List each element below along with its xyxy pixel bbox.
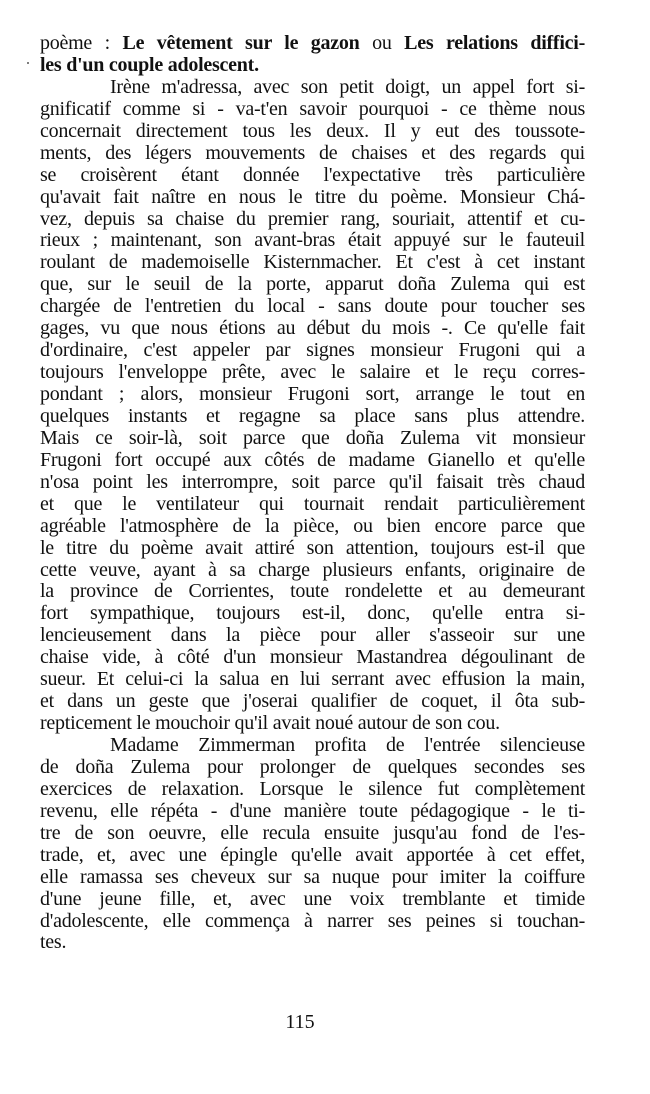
text-run: Frugoni fort occupé aux côtés de madame Gianello et qu'elle bbox=[40, 448, 585, 471]
text-line bbox=[40, 296, 585, 318]
bold-title-text: Le vêtement sur le gazon bbox=[122, 32, 360, 54]
text-run: roulant de mademoiselle Kisternmacher. Et c'est à cet instant bbox=[40, 251, 585, 274]
text-run: fort sympathique, toujours est-il, donc, qu'elle entra si- bbox=[40, 602, 585, 625]
text-line bbox=[40, 801, 585, 823]
text-line bbox=[40, 823, 585, 845]
text-line bbox=[40, 143, 585, 165]
text-run: ments, des légers mouvements de chaises et des regards qui bbox=[40, 141, 585, 164]
text-run: de doña Zulema pour prolonger de quelques secondes ses bbox=[40, 755, 585, 778]
text-run: gnificatif comme si - va-t'en savoir pourquoi - ce thème nous bbox=[40, 97, 585, 120]
page-number: 115 bbox=[285, 1011, 315, 1033]
text-line bbox=[40, 55, 585, 77]
text-line bbox=[40, 362, 585, 384]
text-run: et que le ventilateur qui tournait rendait particulièrement bbox=[40, 492, 585, 515]
text-line bbox=[40, 581, 585, 603]
text-run: d'adolescente, elle commença à narrer ses peines si touchan- bbox=[40, 909, 585, 932]
text-run: vez, depuis sa chaise du premier rang, souriait, attentif et cu- bbox=[40, 207, 585, 230]
text-run: le titre du poème avait attiré son attention, toujours est-il que bbox=[40, 536, 585, 559]
text-run: concernait directement tous les deux. Il y eut des toussote- bbox=[40, 119, 585, 142]
text-line bbox=[40, 669, 585, 691]
text-line bbox=[40, 318, 585, 340]
text-run: la province de Corrientes, toute rondelette et au demeurant bbox=[40, 580, 585, 603]
text-line bbox=[40, 538, 585, 560]
text-run: trade, et, avec une épingle qu'elle avait apportée à cet effet, bbox=[40, 843, 585, 866]
text-line bbox=[40, 691, 585, 713]
text-run: n'osa point les interrompre, soit parce qu'il faisait très chaud bbox=[40, 470, 585, 493]
text-run: d'une jeune fille, et, avec une voix tremblante et timide bbox=[40, 887, 585, 910]
bold-title-text: Les relations diffici- bbox=[404, 32, 585, 54]
text-line bbox=[40, 932, 585, 954]
text-run: poème : bbox=[40, 32, 123, 54]
text-run: sueur. Et celui-ci la salua en lui serrant avec effusion la main, bbox=[40, 668, 585, 691]
text-line bbox=[40, 560, 585, 582]
text-line bbox=[40, 340, 585, 362]
text-run: Mais ce soir-là, soit parce que doña Zulema vit monsieur bbox=[40, 426, 585, 449]
text-line bbox=[40, 647, 585, 669]
text-line bbox=[40, 406, 585, 428]
text-line bbox=[40, 77, 585, 99]
text-run: chargée de l'entretien du local - sans doute pour toucher ses bbox=[40, 295, 585, 318]
text-run: exercices de relaxation. Lorsque le silence fut complètement bbox=[40, 777, 585, 800]
text-run: repticement le mouchoir qu'il avait noué autour de son cou. bbox=[40, 712, 500, 735]
text-line bbox=[40, 99, 585, 121]
text-run: que, sur le seuil de la porte, apparut doña Zulema qui est bbox=[40, 273, 585, 296]
text-line bbox=[40, 494, 585, 516]
text-run: se croisèrent étant donnée l'expectative très particulière bbox=[40, 163, 585, 186]
text-run: lencieusement dans la pièce pour aller s'asseoir sur une bbox=[40, 624, 585, 647]
text-line bbox=[40, 472, 585, 494]
text-run: Irène m'adressa, avec son petit doigt, un appel fort si- bbox=[110, 75, 585, 98]
text-line bbox=[40, 274, 585, 296]
text-run: tes. bbox=[40, 931, 67, 954]
text-line bbox=[40, 735, 585, 757]
text-run: Madame Zimmerman profita de l'entrée silencieuse bbox=[110, 734, 585, 756]
text-line bbox=[40, 428, 585, 450]
text-line bbox=[40, 867, 585, 889]
text-line bbox=[40, 230, 585, 252]
text-run: rieux ; maintenant, son avant-bras était appuyé sur le fauteuil bbox=[40, 229, 585, 252]
text-line bbox=[40, 713, 585, 735]
text-line bbox=[40, 252, 585, 274]
text-run: gages, vu que nous étions au début du mois -. Ce qu'elle fait bbox=[40, 317, 585, 340]
text-run: et dans un geste que j'oserai qualifier de coquet, il ôta sub- bbox=[40, 690, 585, 713]
text-run: ou bbox=[359, 32, 405, 54]
text-run: tre de son oeuvre, elle recula ensuite jusqu'au fond de l'es- bbox=[40, 821, 585, 844]
text-line bbox=[40, 889, 585, 911]
text-line bbox=[40, 187, 585, 209]
bold-title-text: les d'un couple adolescent. bbox=[40, 53, 259, 76]
text-line bbox=[40, 625, 585, 647]
text-run: quelques instants et regagne sa place sans plus attendre. bbox=[40, 404, 585, 427]
text-run: revenu, elle répéta - d'une manière toute pédagogique - le ti- bbox=[40, 799, 585, 822]
scan-speck bbox=[27, 62, 29, 64]
text-run: pondant ; alors, monsieur Frugoni sort, arrange le tout en bbox=[40, 383, 585, 405]
text-line bbox=[40, 779, 585, 801]
text-run: toujours l'enveloppe prête, avec le salaire et le reçu corres- bbox=[40, 361, 585, 384]
text-line bbox=[40, 121, 585, 143]
text-line bbox=[40, 516, 585, 538]
text-run: chaise vide, à côté d'un monsieur Mastandrea dégoulinant de bbox=[40, 646, 585, 669]
body-text bbox=[40, 33, 585, 954]
text-line bbox=[40, 603, 585, 625]
text-line bbox=[40, 165, 585, 187]
text-run: cette veuve, ayant à sa charge plusieurs enfants, originaire de bbox=[40, 558, 585, 581]
text-line bbox=[40, 450, 585, 472]
text-line bbox=[40, 845, 585, 867]
text-line bbox=[40, 911, 585, 933]
text-line bbox=[40, 384, 585, 406]
text-run: agréable l'atmosphère de la pièce, ou bien encore parce que bbox=[40, 514, 585, 537]
text-line bbox=[40, 33, 585, 55]
text-run: d'ordinaire, c'est appeler par signes monsieur Frugoni qui a bbox=[40, 339, 585, 362]
text-run: qu'avait fait naître en nous le titre du poème. Monsieur Chá- bbox=[40, 185, 585, 208]
text-run: elle ramassa ses cheveux sur sa nuque pour imiter la coiffure bbox=[40, 865, 585, 888]
text-line bbox=[40, 209, 585, 231]
text-line bbox=[40, 757, 585, 779]
